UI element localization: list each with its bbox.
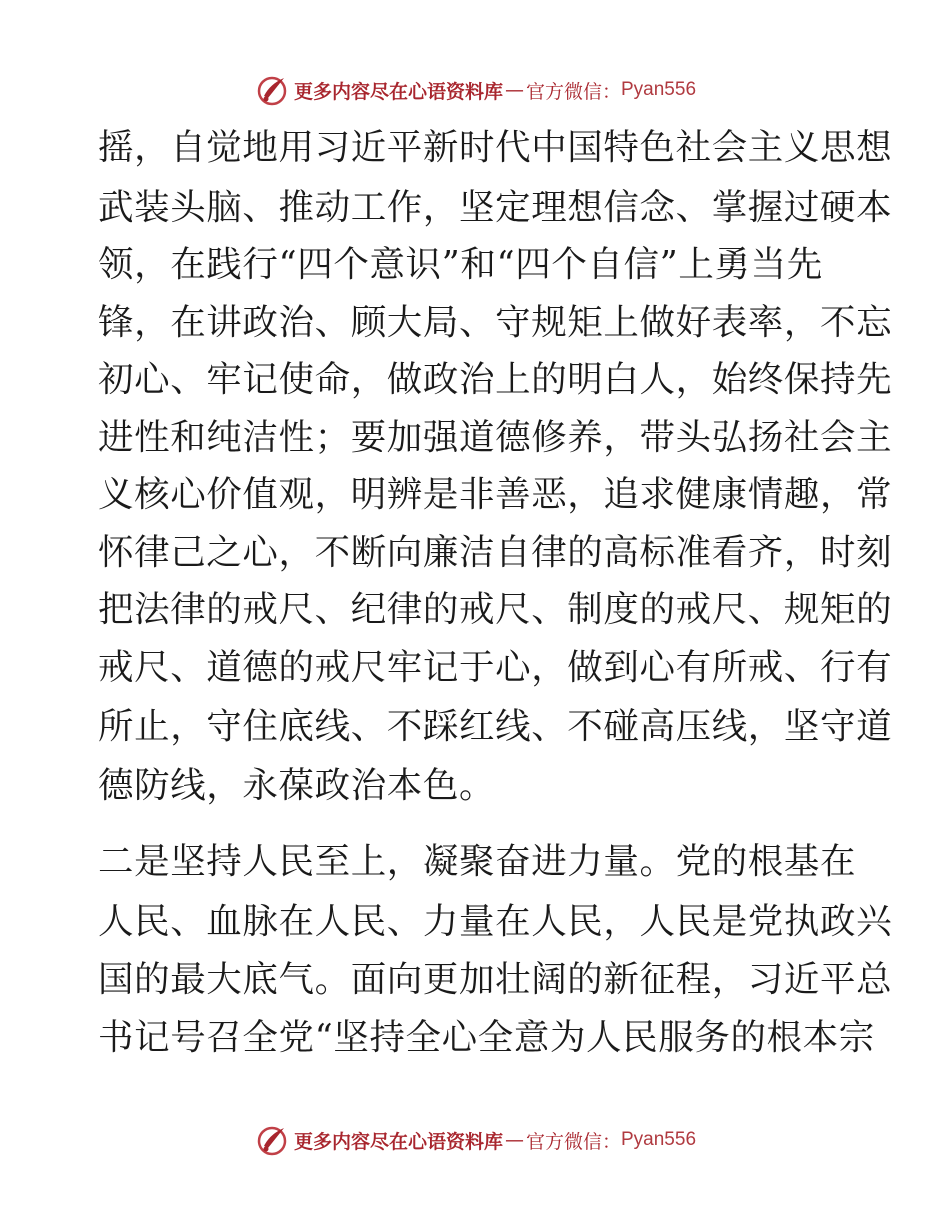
p2-line-3: 国的最大底气。面向更加壮阔的新征程，习近平总 — [98, 959, 893, 1000]
p1-line-5: 初心、牢记使命，做政治上的明白人，始终保持先 — [98, 359, 893, 400]
p1-line-3: 领，在践行“四个意识”和“四个自信”上勇当先 — [98, 244, 823, 285]
p1-line-9: 把法律的戒尺、纪律的戒尺、制度的戒尺、规矩的 — [98, 589, 893, 630]
footer-dash: — — [504, 1129, 524, 1151]
header-site-text: 更多内容尽在心语资料库 — [293, 80, 503, 103]
footer-site-text: 更多内容尽在心语资料库 — [293, 1130, 503, 1153]
p1-line-8: 怀律己之心，不断向廉洁自律的高标准看齐，时刻 — [98, 532, 893, 573]
header-banner — [0, 70, 950, 110]
footer-wechat-label: 官方微信： — [525, 1130, 621, 1153]
p2-line-1: 二是坚持人民至上，凝聚奋进力量。党的根基在 — [98, 841, 857, 882]
footer-banner — [0, 1120, 950, 1160]
footer-wechat-id: Pyan556 — [621, 1129, 697, 1150]
p2-line-2: 人民、血脉在人民、力量在人民，人民是党执政兴 — [98, 901, 893, 942]
p1-line-10: 戒尺、道德的戒尺牢记于心，做到心有所戒、行有 — [98, 647, 893, 688]
p1-line-11: 所止，守住底线、不踩红线、不碰高压线，坚守道 — [98, 706, 893, 747]
p1-line-1: 摇，自觉地用习近平新时代中国特色社会主义思想 — [98, 127, 893, 168]
p1-line-12: 德防线，永葆政治本色。 — [98, 765, 496, 806]
p1-line-2: 武装头脑、推动工作，坚定理想信念、掌握过硬本 — [98, 187, 893, 228]
header-wechat-label: 官方微信： — [525, 80, 621, 103]
p2-line-4: 书记号召全党“坚持全心全意为人民服务的根本宗 — [98, 1017, 875, 1058]
p1-line-6: 进性和纯洁性；要加强道德修养，带头弘扬社会主 — [98, 417, 893, 458]
ink-brush-logo-icon — [254, 72, 290, 108]
p1-line-7: 义核心价值观，明辨是非善恶，追求健康情趣，常 — [98, 474, 893, 515]
p1-line-4: 锋，在讲政治、顾大局、守规矩上做好表率，不忘 — [98, 302, 893, 343]
header-wechat-id: Pyan556 — [621, 79, 697, 100]
ink-brush-logo-icon — [254, 1122, 290, 1158]
header-dash: — — [504, 79, 524, 101]
